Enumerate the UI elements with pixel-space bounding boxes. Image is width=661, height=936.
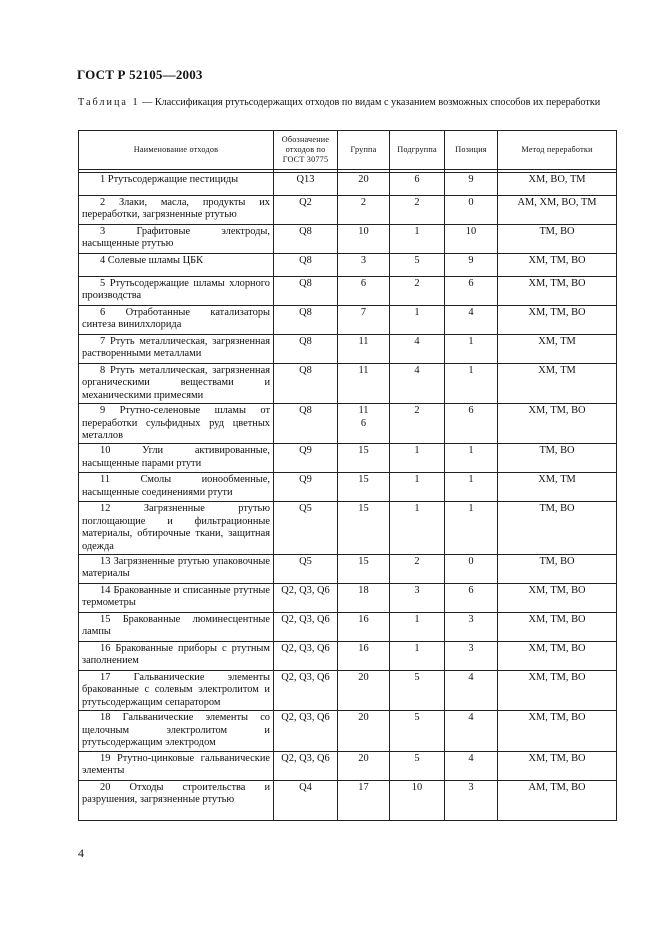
cell-position: 6	[445, 277, 498, 306]
cell-code: Q8	[274, 277, 338, 306]
cell-subgroup: 1	[390, 613, 445, 642]
cell-subgroup: 2	[390, 277, 445, 306]
cell-code: Q8	[274, 254, 338, 277]
cell-method: ХМ, ТМ, ВО	[498, 584, 617, 613]
cell-subgroup: 1	[390, 444, 445, 473]
cell-name: 15 Бракованные люминесцентные лампы	[79, 613, 274, 642]
cell-code: Q13	[274, 173, 338, 196]
cell-position: 6	[445, 404, 498, 444]
cell-subgroup: 6	[390, 173, 445, 196]
header-position: Позиция	[445, 131, 498, 170]
cell-method: ТМ, ВО	[498, 502, 617, 555]
cell-method: ХМ, ТМ, ВО	[498, 711, 617, 751]
cell-position: 3	[445, 780, 498, 820]
cell-name: 5 Ртутьсодержащие шламы хлорного производства	[79, 277, 274, 306]
cell-name: 3 Графитовые электроды, насыщенные ртутью	[79, 225, 274, 254]
cell-name: 4 Солевые шламы ЦБК	[79, 254, 274, 277]
cell-code: Q2, Q3, Q6	[274, 642, 338, 671]
cell-name: 8 Ртуть металлическая, загрязненная органическими веществами и механическими примесями	[79, 364, 274, 404]
table-row	[79, 711, 617, 751]
cell-subgroup: 4	[390, 335, 445, 364]
cell-group: 2	[338, 196, 390, 225]
cell-position: 1	[445, 473, 498, 502]
table-row	[79, 277, 617, 306]
cell-method: ХМ, ТМ	[498, 335, 617, 364]
table-row	[79, 751, 617, 780]
cell-position: 0	[445, 196, 498, 225]
cell-position: 4	[445, 711, 498, 751]
document-title: ГОСТ Р 52105—2003	[77, 67, 203, 82]
cell-name: 11 Смолы ионообменные, насыщенные соединениями ртути	[79, 473, 274, 502]
cell-code: Q5	[274, 555, 338, 584]
cell-name: 12 Загрязненные ртутью поглощающие и фильтрационные материалы, обтирочные ткани, защитная одежда	[79, 502, 274, 555]
cell-method: ХМ, ТМ, ВО	[498, 613, 617, 642]
cell-method: ХМ, ТМ, ВО	[498, 277, 617, 306]
cell-group: 15	[338, 444, 390, 473]
cell-code: Q8	[274, 404, 338, 444]
table-caption-label: Таблица 1	[78, 97, 140, 108]
cell-subgroup: 5	[390, 254, 445, 277]
header-subgroup: Подгруппа	[390, 131, 445, 170]
cell-code: Q2, Q3, Q6	[274, 584, 338, 613]
cell-group: 7	[338, 306, 390, 335]
cell-group: 3	[338, 254, 390, 277]
cell-method: АМ, ХМ, ВО, ТМ	[498, 196, 617, 225]
cell-method: ХМ, ТМ, ВО	[498, 254, 617, 277]
cell-group: 20	[338, 711, 390, 751]
cell-subgroup: 2	[390, 404, 445, 444]
cell-group: 20	[338, 751, 390, 780]
cell-subgroup: 2	[390, 555, 445, 584]
table-row	[79, 780, 617, 820]
cell-group: 10	[338, 225, 390, 254]
table-row	[79, 364, 617, 404]
cell-method: АМ, ТМ, ВО	[498, 780, 617, 820]
cell-method: ТМ, ВО	[498, 225, 617, 254]
cell-method: ХМ, ТМ, ВО	[498, 306, 617, 335]
cell-subgroup: 5	[390, 711, 445, 751]
cell-group: 20	[338, 173, 390, 196]
cell-name: 20 Отходы строительства и разрушения, загрязненные ртутью	[79, 780, 274, 820]
cell-code: Q9	[274, 473, 338, 502]
cell-method: ХМ, ТМ, ВО	[498, 751, 617, 780]
cell-name: 6 Отработанные катализаторы синтеза винилхлорида	[79, 306, 274, 335]
cell-code: Q8	[274, 364, 338, 404]
cell-name: 19 Ртутно-цинковые гальванические элементы	[79, 751, 274, 780]
cell-code: Q9	[274, 444, 338, 473]
cell-name: 18 Гальванические элементы со щелочным электролитом и ртутьсодержащим электродом	[79, 711, 274, 751]
cell-group: 11 6	[338, 404, 390, 444]
cell-name: 14 Бракованные и списанные ртутные термометры	[79, 584, 274, 613]
cell-name: 17 Гальванические элементы бракованные с солевым электролитом и ртутьсодержащим сепаратором	[79, 671, 274, 711]
cell-subgroup: 1	[390, 502, 445, 555]
table-row	[79, 225, 617, 254]
cell-group: 6	[338, 277, 390, 306]
cell-position: 1	[445, 335, 498, 364]
cell-group: 18	[338, 584, 390, 613]
cell-position: 1	[445, 364, 498, 404]
cell-group: 20	[338, 671, 390, 711]
cell-name: 9 Ртутно-селеновые шламы от переработки сульфидных руд цветных металлов	[79, 404, 274, 444]
cell-position: 4	[445, 751, 498, 780]
header-gost-code: Обозначение отходов по ГОСТ 30775	[274, 131, 338, 170]
table-row	[79, 335, 617, 364]
cell-method: ХМ, ТМ, ВО	[498, 404, 617, 444]
cell-subgroup: 5	[390, 671, 445, 711]
cell-group: 15	[338, 473, 390, 502]
cell-code: Q8	[274, 335, 338, 364]
cell-group: 11	[338, 364, 390, 404]
cell-subgroup: 1	[390, 642, 445, 671]
cell-position: 4	[445, 671, 498, 711]
cell-code: Q2, Q3, Q6	[274, 711, 338, 751]
table-caption-text: — Классификация ртутьсодержащих отходов по видам с указанием возможных способов их переработки	[139, 97, 601, 108]
cell-method: ТМ, ВО	[498, 555, 617, 584]
cell-name: 7 Ртуть металлическая, загрязненная растворенными металлами	[79, 335, 274, 364]
table-row	[79, 196, 617, 225]
page-number: 4	[78, 846, 84, 860]
cell-method: ХМ, ТМ	[498, 364, 617, 404]
cell-method: ХМ, ТМ, ВО	[498, 642, 617, 671]
cell-name: 16 Бракованные приборы с ртутным заполнением	[79, 642, 274, 671]
cell-subgroup: 2	[390, 196, 445, 225]
table-row	[79, 671, 617, 711]
cell-code: Q8	[274, 225, 338, 254]
cell-method: ТМ, ВО	[498, 444, 617, 473]
cell-code: Q4	[274, 780, 338, 820]
cell-position: 10	[445, 225, 498, 254]
cell-name: 2 Злаки, масла, продукты их переработки, загрязненные ртутью	[79, 196, 274, 225]
cell-position: 3	[445, 642, 498, 671]
cell-group: 15	[338, 555, 390, 584]
cell-subgroup: 1	[390, 473, 445, 502]
cell-code: Q5	[274, 502, 338, 555]
cell-code: Q2, Q3, Q6	[274, 613, 338, 642]
cell-subgroup: 1	[390, 225, 445, 254]
cell-name: 10 Угли активированные, насыщенные парами ртути	[79, 444, 274, 473]
table-row	[79, 254, 617, 277]
cell-subgroup: 4	[390, 364, 445, 404]
cell-position: 9	[445, 254, 498, 277]
cell-position: 0	[445, 555, 498, 584]
table-row	[79, 642, 617, 671]
waste-classification-table	[78, 130, 617, 821]
cell-method: ХМ, ТМ	[498, 473, 617, 502]
cell-code: Q2, Q3, Q6	[274, 751, 338, 780]
table-row	[79, 584, 617, 613]
cell-subgroup: 1	[390, 306, 445, 335]
cell-subgroup: 5	[390, 751, 445, 780]
header-method: Метод переработки	[498, 131, 617, 170]
cell-position: 1	[445, 502, 498, 555]
cell-position: 4	[445, 306, 498, 335]
header-group: Группа	[338, 131, 390, 170]
table-caption	[78, 97, 615, 109]
cell-code: Q2	[274, 196, 338, 225]
cell-group: 16	[338, 613, 390, 642]
cell-position: 1	[445, 444, 498, 473]
cell-subgroup: 10	[390, 780, 445, 820]
cell-position: 9	[445, 173, 498, 196]
cell-position: 6	[445, 584, 498, 613]
cell-group: 11	[338, 335, 390, 364]
table-row	[79, 473, 617, 502]
cell-code: Q8	[274, 306, 338, 335]
cell-group: 17	[338, 780, 390, 820]
table-row	[79, 444, 617, 473]
table-header-row	[79, 131, 617, 170]
cell-method: ХМ, ВО, ТМ	[498, 173, 617, 196]
cell-name: 1 Ртутьсодержащие пестициды	[79, 173, 274, 196]
cell-group: 16	[338, 642, 390, 671]
cell-position: 3	[445, 613, 498, 642]
cell-group: 15	[338, 502, 390, 555]
table-row	[79, 404, 617, 444]
table-row	[79, 306, 617, 335]
cell-subgroup: 3	[390, 584, 445, 613]
cell-method: ХМ, ТМ, ВО	[498, 671, 617, 711]
table-row	[79, 173, 617, 196]
cell-name: 13 Загрязненные ртутью упаковочные материалы	[79, 555, 274, 584]
table-row	[79, 502, 617, 555]
table-row	[79, 555, 617, 584]
table-row	[79, 613, 617, 642]
header-waste-name: Наименование отходов	[79, 131, 274, 170]
cell-code: Q2, Q3, Q6	[274, 671, 338, 711]
